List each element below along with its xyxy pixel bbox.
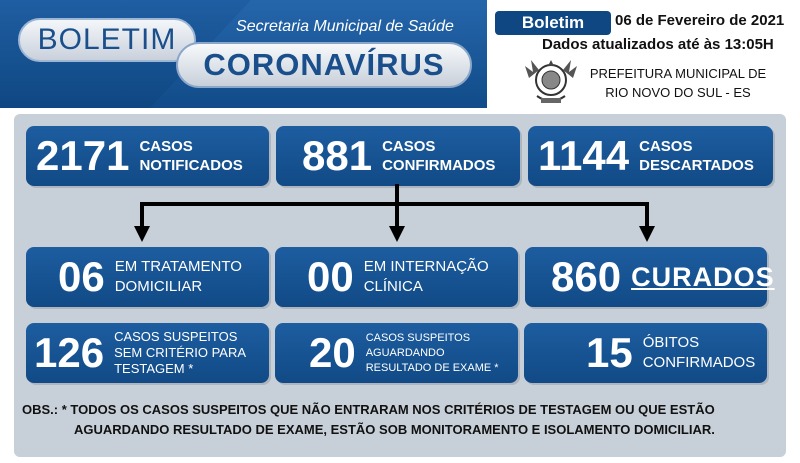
confirmados-value: 881 xyxy=(302,132,373,179)
suspeitos-value: 126 xyxy=(34,329,105,376)
descartados-value: 1144 xyxy=(538,132,630,179)
prefeitura-line2: RIO NOVO DO SUL - ES xyxy=(605,85,751,100)
obitos-label-1: ÓBITOS xyxy=(642,334,700,351)
obitos-label xyxy=(643,333,756,373)
tratamento-value: 06 xyxy=(58,253,105,300)
boletim-badge: BOLETIM xyxy=(18,18,196,62)
arrowhead-center xyxy=(389,226,405,242)
notificados-label-1: CASOS xyxy=(139,138,193,155)
confirmados-label-1: CASOS xyxy=(382,138,436,155)
internacao-value: 00 xyxy=(307,253,354,300)
descartados-label xyxy=(639,137,754,175)
tratamento-label xyxy=(115,257,242,297)
aguardando-value: 20 xyxy=(309,329,356,376)
observation-note xyxy=(22,400,782,440)
internacao-label xyxy=(364,257,489,297)
coronavirus-title: CORONAVÍRUS xyxy=(176,42,472,88)
aguardando-label-1: CASOS SUSPEITOS xyxy=(365,331,471,344)
bulletin-date: 06 de Fevereiro de 2021 xyxy=(615,12,785,29)
card-aguardando xyxy=(275,323,518,383)
obitos-label-2: CONFIRMADOS xyxy=(642,354,756,371)
aguardando-label-3: RESULTADO DE EXAME * xyxy=(365,361,499,374)
aguardando-label xyxy=(366,331,499,376)
internacao-label-1: EM INTERNAÇÃO xyxy=(363,258,489,275)
card-notificados xyxy=(26,126,269,186)
updated-time: Dados atualizados até às 13:05H xyxy=(542,36,774,53)
tratamento-label-1: EM TRATAMENTO xyxy=(114,258,242,275)
secretaria-title: Secretaria Municipal de Saúde xyxy=(236,18,454,35)
header-info xyxy=(487,0,800,108)
obs-line-1: OBS.: * TODOS OS CASOS SUSPEITOS QUE NÃO ENTRARAM NOS CRITÉRIOS DE TESTAGEM OU QUE ESTÃO xyxy=(22,402,715,417)
obs-line-2: AGUARDANDO RESULTADO DE EXAME, ESTÃO SOB MONITORAMENTO E ISOLAMENTO DOMICILIAR. xyxy=(74,422,715,437)
card-obitos xyxy=(524,323,767,383)
suspeitos-label-3: TESTAGEM * xyxy=(114,361,194,376)
card-tratamento xyxy=(26,247,269,307)
internacao-label-2: CLÍNICA xyxy=(363,278,423,295)
confirmados-label-2: CONFIRMADOS xyxy=(382,157,496,174)
notificados-value: 2171 xyxy=(36,132,130,179)
suspeitos-label-2: SEM CRITÉRIO PARA xyxy=(114,345,247,360)
notificados-label-2: NOTIFICADOS xyxy=(139,157,243,174)
prefeitura-line1: PREFEITURA MUNICIPAL DE xyxy=(589,66,767,81)
header-banner xyxy=(0,0,487,108)
coat-of-arms-icon xyxy=(523,56,579,108)
card-descartados xyxy=(528,126,773,186)
arrowhead-right xyxy=(639,226,655,242)
card-suspeitos xyxy=(26,323,269,383)
notificados-label xyxy=(139,137,242,175)
card-curados xyxy=(525,247,775,307)
confirmados-label xyxy=(382,137,495,175)
prefeitura-name xyxy=(583,64,773,102)
suspeitos-label-1: CASOS SUSPEITOS xyxy=(114,329,238,344)
aguardando-label-2: AGUARDANDO xyxy=(365,346,445,359)
arrowhead-left xyxy=(134,226,150,242)
descartados-label-1: CASOS xyxy=(639,138,693,155)
suspeitos-label xyxy=(114,329,246,377)
curados-value: 860 xyxy=(551,253,622,300)
obitos-value: 15 xyxy=(586,329,633,376)
curados-label: CURADOS xyxy=(631,261,775,292)
tratamento-label-2: DOMICILIAR xyxy=(114,278,203,295)
card-confirmados xyxy=(276,126,520,186)
flow-arrows xyxy=(0,184,800,248)
boletim-tag: Boletim xyxy=(495,11,611,35)
card-internacao xyxy=(275,247,518,307)
descartados-label-2: DESCARTADOS xyxy=(639,157,754,174)
